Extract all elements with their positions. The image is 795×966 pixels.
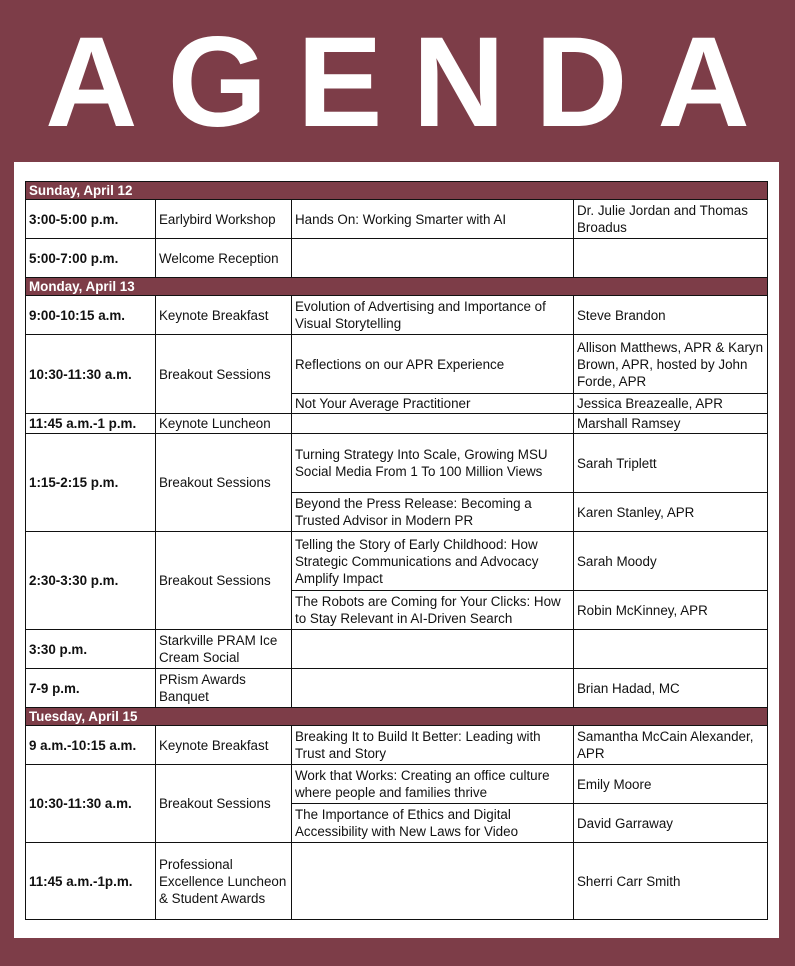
speaker-cell: Emily Moore: [574, 765, 768, 804]
event-cell: Welcome Reception: [156, 239, 292, 278]
day-header-tuesday: [26, 708, 768, 726]
speaker-cell: Allison Matthews, APR & Karyn Brown, APR, hosted by John Forde, APR: [574, 335, 768, 394]
speaker-cell: David Garraway: [574, 804, 768, 843]
speaker-cell: Sarah Moody: [574, 532, 768, 591]
speaker-cell: [574, 239, 768, 278]
event-cell: Breakout Sessions: [156, 532, 292, 630]
time-cell: 10:30-11:30 a.m.: [26, 765, 156, 843]
day-header-sunday: [26, 182, 768, 200]
time-cell: 9:00-10:15 a.m.: [26, 296, 156, 335]
table-row: [26, 335, 768, 394]
time-cell: 11:45 a.m.-1 p.m.: [26, 414, 156, 434]
time-cell: 11:45 a.m.-1p.m.: [26, 843, 156, 920]
event-cell: Breakout Sessions: [156, 434, 292, 532]
event-cell: Starkville PRAM Ice Cream Social: [156, 630, 292, 669]
topic-cell: Reflections on our APR Experience: [292, 335, 574, 394]
day-header-monday: [26, 278, 768, 296]
speaker-cell: [574, 630, 768, 669]
topic-cell: The Importance of Ethics and Digital Accessibility with New Laws for Video: [292, 804, 574, 843]
topic-cell: Telling the Story of Early Childhood: How Strategic Communications and Advocacy Amplify Impact: [292, 532, 574, 591]
topic-cell: [292, 669, 574, 708]
speaker-cell: Marshall Ramsey: [574, 414, 768, 434]
event-cell: Earlybird Workshop: [156, 200, 292, 239]
table-row: [26, 414, 768, 434]
topic-cell: Evolution of Advertising and Importance of Visual Storytelling: [292, 296, 574, 335]
time-cell: 3:00-5:00 p.m.: [26, 200, 156, 239]
topic-cell: Beyond the Press Release: Becoming a Trusted Advisor in Modern PR: [292, 493, 574, 532]
table-row: [26, 669, 768, 708]
day-label: Tuesday, April 15: [26, 708, 768, 726]
speaker-cell: Steve Brandon: [574, 296, 768, 335]
table-row: [26, 532, 768, 591]
table-row: [26, 296, 768, 335]
speaker-cell: Robin McKinney, APR: [574, 591, 768, 630]
agenda-panel: [14, 162, 779, 938]
time-cell: 10:30-11:30 a.m.: [26, 335, 156, 414]
speaker-cell: Brian Hadad, MC: [574, 669, 768, 708]
page-title: AGENDA: [45, 11, 780, 154]
topic-cell: Turning Strategy Into Scale, Growing MSU Social Media From 1 To 100 Million Views: [292, 434, 574, 493]
event-cell: Professional Excellence Luncheon & Student Awards: [156, 843, 292, 920]
table-row: [26, 765, 768, 804]
time-cell: 7-9 p.m.: [26, 669, 156, 708]
speaker-cell: Sarah Triplett: [574, 434, 768, 493]
table-row: [26, 843, 768, 920]
topic-cell: Not Your Average Practitioner: [292, 394, 574, 414]
topic-cell: [292, 630, 574, 669]
table-row: [26, 630, 768, 669]
speaker-cell: Karen Stanley, APR: [574, 493, 768, 532]
speaker-cell: Sherri Carr Smith: [574, 843, 768, 920]
topic-cell: Breaking It to Build It Better: Leading with Trust and Story: [292, 726, 574, 765]
day-label: Sunday, April 12: [26, 182, 768, 200]
time-cell: 9 a.m.-10:15 a.m.: [26, 726, 156, 765]
time-cell: 1:15-2:15 p.m.: [26, 434, 156, 532]
speaker-cell: Jessica Breazealle, APR: [574, 394, 768, 414]
table-row: [26, 200, 768, 239]
event-cell: PRism Awards Banquet: [156, 669, 292, 708]
time-cell: 2:30-3:30 p.m.: [26, 532, 156, 630]
event-cell: Keynote Luncheon: [156, 414, 292, 434]
event-cell: Breakout Sessions: [156, 765, 292, 843]
table-row: [26, 434, 768, 493]
topic-cell: [292, 239, 574, 278]
day-label: Monday, April 13: [26, 278, 768, 296]
topic-cell: Hands On: Working Smarter with AI: [292, 200, 574, 239]
topic-cell: [292, 414, 574, 434]
event-cell: Keynote Breakfast: [156, 296, 292, 335]
speaker-cell: Dr. Julie Jordan and Thomas Broadus: [574, 200, 768, 239]
table-row: [26, 239, 768, 278]
time-cell: 5:00-7:00 p.m.: [26, 239, 156, 278]
speaker-cell: Samantha McCain Alexander, APR: [574, 726, 768, 765]
event-cell: Breakout Sessions: [156, 335, 292, 414]
topic-cell: The Robots are Coming for Your Clicks: How to Stay Relevant in AI-Driven Search: [292, 591, 574, 630]
topic-cell: [292, 843, 574, 920]
table-row: [26, 726, 768, 765]
time-cell: 3:30 p.m.: [26, 630, 156, 669]
agenda-table: [25, 181, 768, 920]
event-cell: Keynote Breakfast: [156, 726, 292, 765]
topic-cell: Work that Works: Creating an office culture where people and families thrive: [292, 765, 574, 804]
